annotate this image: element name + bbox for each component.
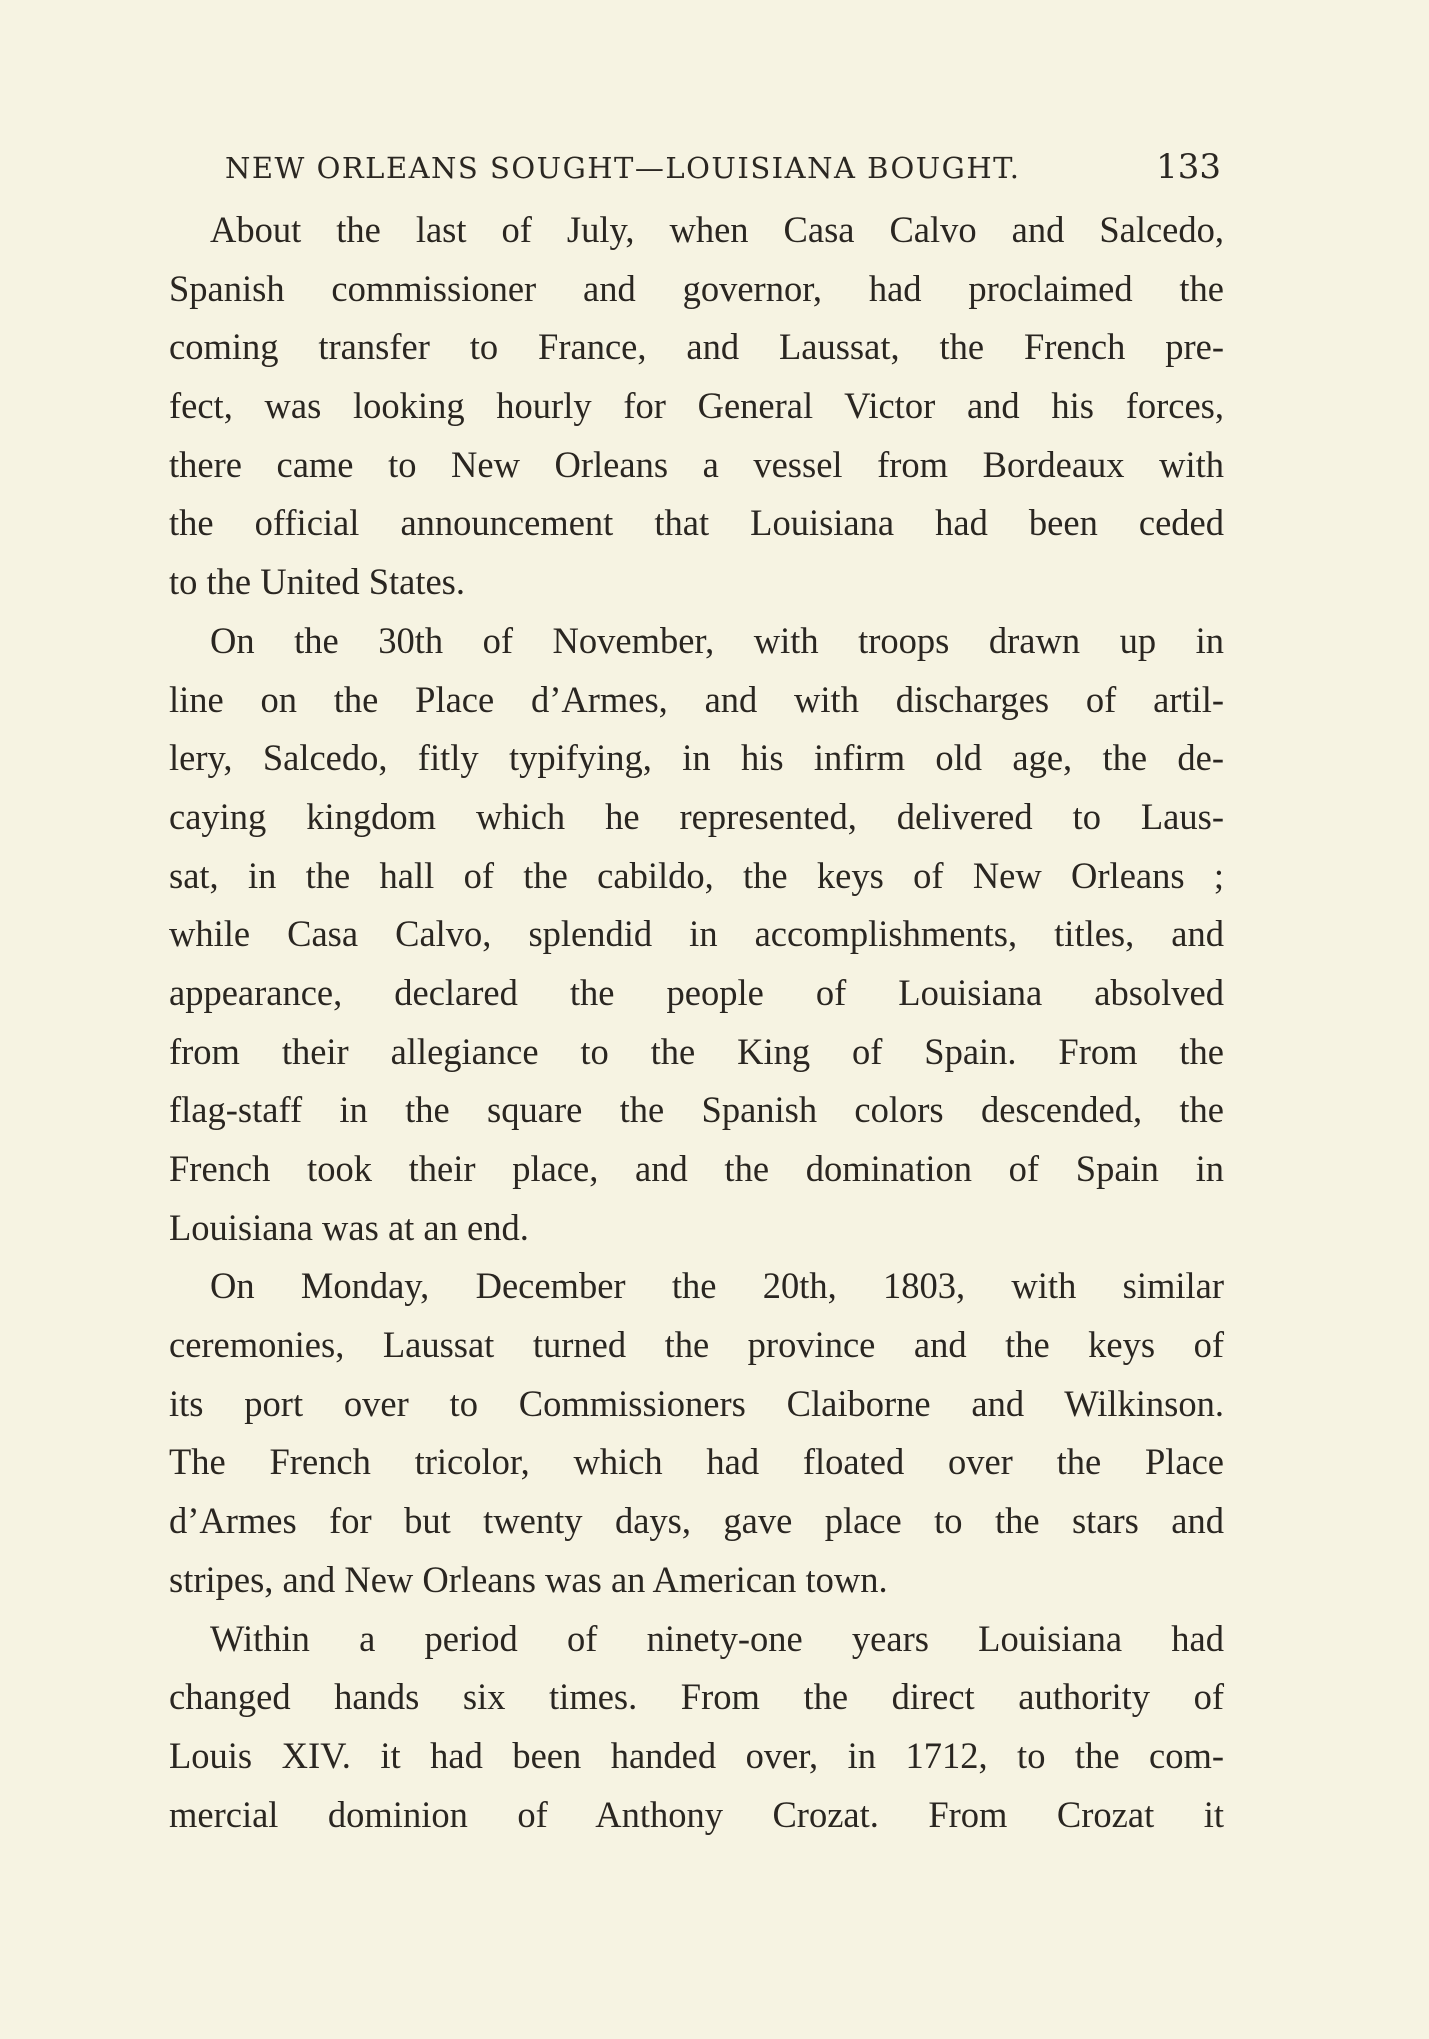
text-line: line on the Place d’Armes, and with discharges of artil-: [169, 678, 1224, 720]
text-line: there came to New Orleans a vessel from Bordeaux with: [169, 443, 1224, 485]
text-line: French took their place, and the domination of Spain in: [169, 1148, 1224, 1189]
running-head: [225, 147, 1221, 193]
text-line: the official announcement that Louisiana had been ceded: [169, 502, 1224, 544]
text-line: its port over to Commissioners Claiborne and Wilkinson.: [169, 1382, 1224, 1424]
text-line: Louis XIV. it had been handed over, in 1712, to the com-: [169, 1734, 1224, 1776]
text-line: On Monday, December the 20th, 1803, with similar: [210, 1265, 1224, 1307]
paragraph: [169, 201, 1224, 612]
text-line: appearance, declared the people of Louisiana absolved: [169, 971, 1224, 1013]
text-line: flag-staff in the square the Spanish colors descended, the: [169, 1089, 1224, 1131]
text-line: About the last of July, when Casa Calvo and Salcedo,: [210, 209, 1224, 250]
paragraph: [169, 612, 1224, 1258]
text-line: lery, Salcedo, fitly typifying, in his infirm old age, the de-: [169, 737, 1224, 779]
text-line: to the United States.: [169, 561, 466, 603]
text-line: Louisiana was at an end.: [169, 1206, 529, 1248]
text-line: coming transfer to France, and Laussat, the French pre-: [169, 326, 1224, 368]
paragraph: [169, 1257, 1224, 1609]
text-line: caying kingdom which he represented, delivered to Laus-: [169, 795, 1224, 837]
text-line: fect, was looking hourly for General Victor and his forces,: [169, 385, 1224, 427]
running-title: NEW ORLEANS SOUGHT—LOUISIANA BOUGHT.: [225, 151, 1021, 185]
page-number: 133: [1156, 147, 1221, 187]
text-line: Spanish commissioner and governor, had proclaimed the: [169, 267, 1224, 309]
text-line: The French tricolor, which had floated over the Place: [169, 1441, 1224, 1483]
text-line: Within a period of ninety-one years Louisiana had: [210, 1617, 1224, 1659]
text-line: while Casa Calvo, splendid in accomplishments, titles, and: [169, 913, 1224, 955]
text-line: changed hands six times. From the direct authority of: [169, 1676, 1224, 1718]
text-line: stripes, and New Orleans was an American town.: [169, 1558, 888, 1600]
paragraph: [169, 1610, 1224, 1845]
text-line: d’Armes for but twenty days, gave place to the stars and: [169, 1500, 1224, 1542]
text-line: On the 30th of November, with troops drawn up in: [210, 619, 1224, 661]
text-line: mercial dominion of Anthony Crozat. From Crozat it: [169, 1793, 1224, 1835]
body-text: [169, 201, 1224, 1844]
text-line: ceremonies, Laussat turned the province and the keys of: [169, 1324, 1224, 1366]
text-line: from their allegiance to the King of Spain. From the: [169, 1030, 1224, 1072]
text-line: sat, in the hall of the cabildo, the keys of New Orleans ;: [169, 854, 1224, 896]
